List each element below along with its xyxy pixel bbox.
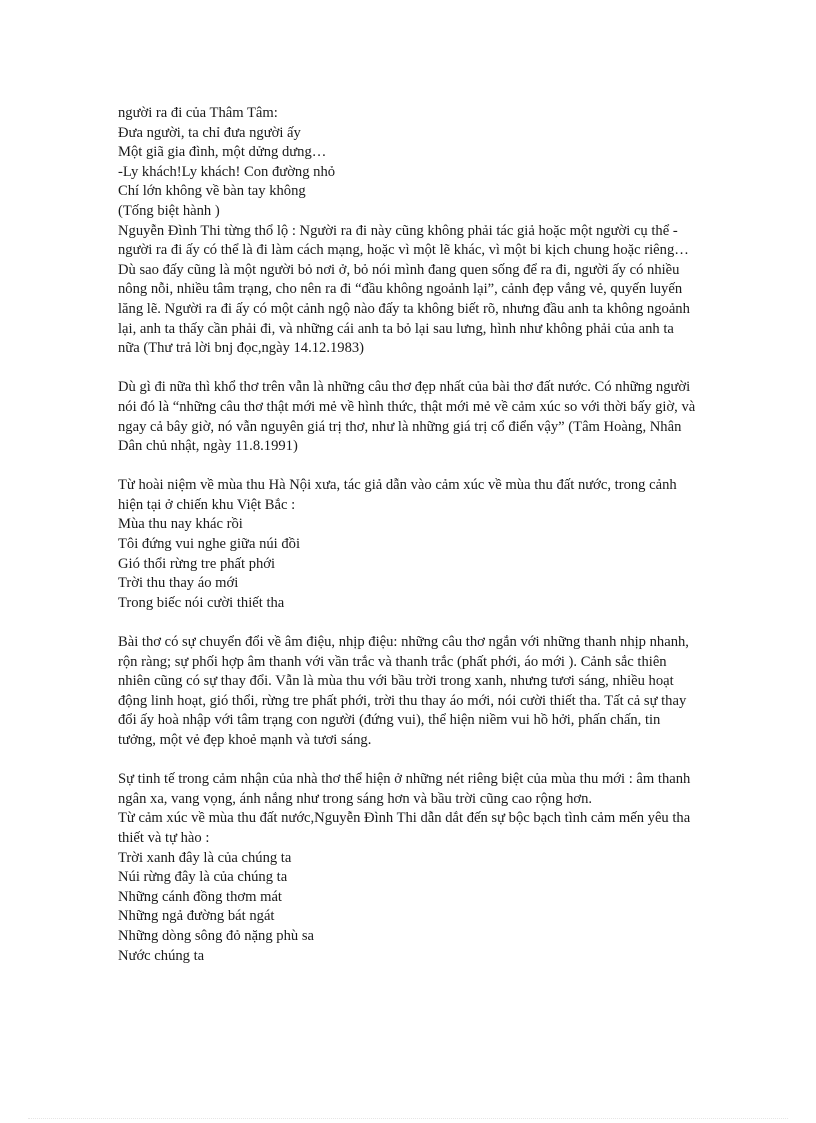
poem-line: Trời xanh đây là của chúng ta xyxy=(118,849,292,866)
poem-line: Núi rừng đây là của chúng ta xyxy=(118,869,288,886)
poem-line: -Ly khách!Ly khách! Con đường nhỏ xyxy=(118,163,336,180)
poem-line: Một giã gia đình, một dửng dưng… xyxy=(118,144,327,161)
paragraph-rhythm-analysis: Bài thơ có sự chuyển đổi về âm điệu, nhịp điệu: những câu thơ ngắn với những thanh nhịp nhanh, rộn ràng; sự phối hợp âm thanh với vần trắc và thanh trắc (phất phới, áo mới ). Cảnh sắc thiên nhiên cũng có sự thay đổi. Vẫn là mùa thu với bầu trời trong xanh, nhưng tươi sáng, nhiều hoạt động linh hoạt, gió thổi, rừng tre phất phới, trời thu thay áo mới, nói cười thiết tha. Tất cả sự thay đổi ấy hoà nhập với tâm trạng con người (đứng vui), thể hiện niềm vui hồ hởi, phấn chấn, tin tưởng, một vẻ đẹp khoẻ mạnh và tươi sáng. xyxy=(118,634,689,748)
poem-line: Đưa người, ta chỉ đưa người ấy xyxy=(118,124,301,141)
poem-line: Những ngả đường bát ngát xyxy=(118,908,275,925)
paragraph-perception: Sự tinh tế trong cảm nhận của nhà thơ thể hiện ở những nét riêng biệt của mùa thu mới : âm thanh ngân xa, vang vọng, ánh nắng như trong sáng hơn và bầu trời cũng cao rộng hơn. xyxy=(118,771,691,807)
paragraph-spacer xyxy=(118,457,698,477)
document-body xyxy=(118,104,698,966)
text-line: người ra đi của Thâm Tâm: xyxy=(118,105,278,121)
poem-line: Trong biếc nói cười thiết tha xyxy=(118,594,285,611)
poem-line: Nước chúng ta xyxy=(118,947,205,964)
paragraph-author-quote: Nguyễn Đình Thi từng thổ lộ : Người ra đi này cũng không phải tác giả hoặc một người cụ thể - người ra đi ấy có thể là đi làm cách mạng, hoặc vì một lẽ khác, vì một bi kịch chung hoặc riêng… Dù sao đấy cũng là một người bỏ nơi ở, bỏ nói mình đang quen sống để ra đi, người ấy có nhiều nông nỗi, nhiều tâm trạng, cho nên ra đi “đầu không ngoảnh lại”, cảnh đẹp vắng vẻ, quyến luyến lăng lẽ. Người ra đi ấy có một cảnh ngộ nào đấy ta không biết rõ, nhưng đầu anh ta không ngoảnh lại, anh ta thấy cần phải đi, và những cái anh ta bỏ lại sau lưng, hình như không phải của anh ta nữa (Thư trả lời bnj đọc,ngày 14.12.1983) xyxy=(118,222,690,357)
paragraph-spacer xyxy=(118,359,698,379)
paragraph-intro-autumn: Từ hoài niệm về mùa thu Hà Nội xưa, tác giả dẫn vào cảm xúc về mùa thu đất nước, trong cảnh hiện tại ở chiến khu Việt Bắc : xyxy=(118,477,677,513)
poem-source: (Tống biệt hành ) xyxy=(118,202,220,219)
page-bottom-divider xyxy=(28,1118,788,1119)
poem-line: Tôi đứng vui nghe giữa núi đồi xyxy=(118,536,301,553)
poem-line: Trời thu thay áo mới xyxy=(118,575,239,592)
poem-line: Những cánh đồng thơm mát xyxy=(118,888,282,905)
paragraph-assessment: Dù gì đi nữa thì khổ thơ trên vẫn là những câu thơ đẹp nhất của bài thơ đất nước. Có những người nói đó là “những câu thơ thật mới mẻ về hình thức, thật mới mẻ về cảm xúc so với thời bấy giờ, và ngay cả bây giờ, nó vẫn nguyên giá trị thơ, như là những giá trị cổ điển vậy” (Tâm Hoàng, Nhân Dân chủ nhật, ngày 11.8.1991) xyxy=(118,379,696,455)
paragraph-spacer xyxy=(118,613,698,633)
paragraph-spacer xyxy=(118,751,698,771)
poem-line: Mùa thu nay khác rồi xyxy=(118,516,243,533)
poem-line: Chí lớn không về bàn tay không xyxy=(118,183,306,200)
poem-line: Gió thổi rừng tre phất phới xyxy=(118,555,276,572)
paragraph-transition: Từ cảm xúc về mùa thu đất nước,Nguyễn Đình Thi dẫn dắt đến sự bộc bạch tình cảm mến yêu tha thiết và tự hào : xyxy=(118,810,691,846)
poem-line: Những dòng sông đỏ nặng phù sa xyxy=(118,927,314,944)
